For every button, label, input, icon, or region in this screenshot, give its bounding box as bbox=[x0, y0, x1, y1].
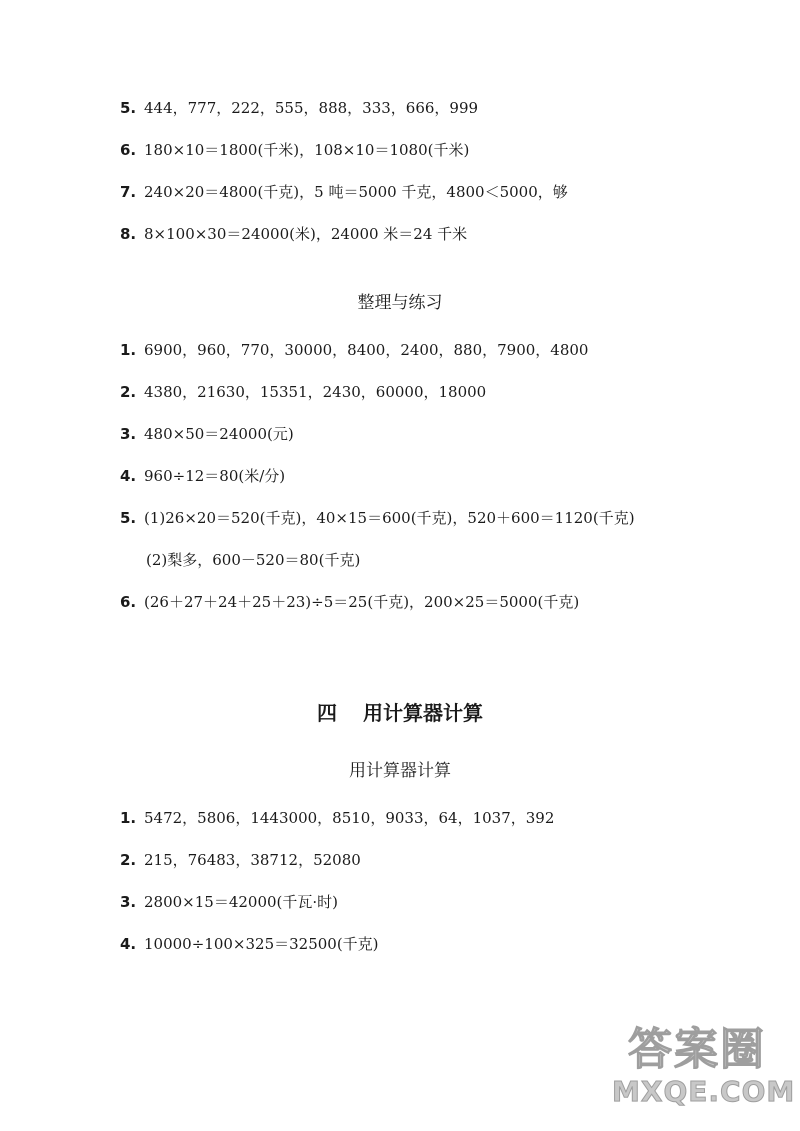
item-number: 2. bbox=[120, 851, 137, 869]
item-number: 1. bbox=[120, 809, 137, 827]
item-number: 5. bbox=[120, 509, 137, 527]
item-number: 4. bbox=[120, 467, 137, 485]
chapter-title: 用计算器计算 bbox=[363, 701, 483, 725]
answer-item bbox=[120, 382, 486, 402]
item-text: 6900，960，770，30000，8400，2400，880，7900，4800 bbox=[144, 341, 589, 359]
answer-item bbox=[120, 808, 554, 828]
answer-item bbox=[120, 140, 469, 160]
section-title: 整理与练习 bbox=[357, 293, 443, 313]
answer-item bbox=[120, 424, 294, 444]
item-number: 6. bbox=[120, 141, 137, 159]
item-text: 480×50＝24000(元) bbox=[144, 425, 294, 443]
answer-item bbox=[120, 850, 361, 870]
watermark-logo bbox=[612, 1024, 796, 1125]
item-number: 4. bbox=[120, 935, 137, 953]
answer-item bbox=[120, 934, 379, 954]
item-number: 8. bbox=[120, 225, 137, 243]
item-number: 3. bbox=[120, 425, 137, 443]
item-text: 5472，5806，1443000，8510，9033，64，1037，392 bbox=[144, 809, 555, 827]
item-number: 1. bbox=[120, 341, 137, 359]
item-text: 960÷12＝80(米/分) bbox=[144, 467, 286, 485]
answer-item bbox=[120, 224, 467, 244]
item-text: 240×20＝4800(千克)，5 吨＝5000 千克，4800＜5000，够 bbox=[144, 183, 568, 201]
item-text: (2)梨多，600－520＝80(千克) bbox=[146, 551, 361, 569]
answer-item bbox=[120, 182, 568, 202]
chapter-heading bbox=[0, 700, 800, 726]
chapter-number: 四 bbox=[317, 701, 337, 725]
item-text: 215，76483，38712，52080 bbox=[144, 851, 361, 869]
item-text: 8×100×30＝24000(米)，24000 米＝24 千米 bbox=[144, 225, 468, 243]
watermark-text: 答案圈 bbox=[628, 1024, 766, 1075]
item-text: 4380，21630，15351，2430，60000，18000 bbox=[144, 383, 487, 401]
item-number: 2. bbox=[120, 383, 137, 401]
item-number: 6. bbox=[120, 593, 137, 611]
item-text: 2800×15＝42000(千瓦·时) bbox=[144, 893, 339, 911]
item-text: 180×10＝1800(千米)，108×10＝1080(千米) bbox=[144, 141, 470, 159]
item-text: (1)26×20＝520(千克)，40×15＝600(千克)，520＋600＝1120(千克) bbox=[144, 509, 635, 527]
item-number: 5. bbox=[120, 99, 137, 117]
item-text: (26＋27＋24＋25＋23)÷5＝25(千克)，200×25＝5000(千克) bbox=[144, 593, 580, 611]
answer-item bbox=[120, 892, 338, 912]
item-text: 10000÷100×325＝32500(千克) bbox=[144, 935, 379, 953]
answer-item bbox=[120, 98, 478, 118]
item-number: 3. bbox=[120, 893, 137, 911]
item-number: 7. bbox=[120, 183, 137, 201]
item-text: 444，777，222，555，888，333，666，999 bbox=[144, 99, 479, 117]
answer-item bbox=[120, 592, 579, 612]
answer-item bbox=[120, 466, 285, 486]
answer-item bbox=[120, 340, 588, 360]
section-title: 用计算器计算 bbox=[349, 761, 451, 781]
answer-item bbox=[120, 508, 635, 528]
watermark-url: MXQE.COM bbox=[612, 1075, 796, 1108]
answer-subitem bbox=[146, 550, 360, 570]
